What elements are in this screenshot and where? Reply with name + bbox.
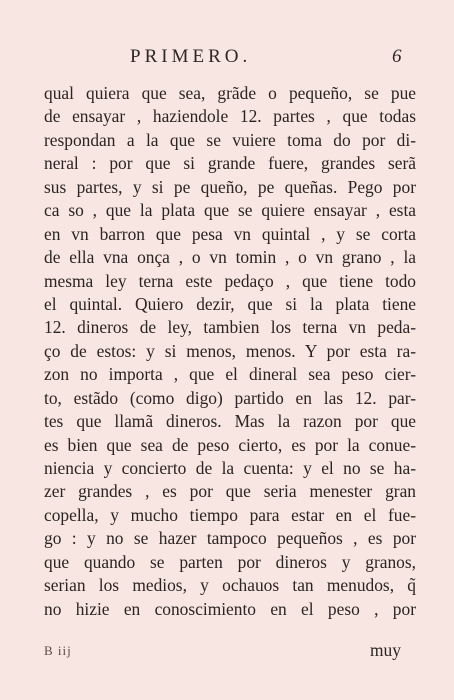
text-line: ca so , que la plata que se quiere ensayar , esta <box>44 200 416 221</box>
text-line: 12. dineros de ley, tambien los terna vn peda- <box>44 317 416 338</box>
text-line: zer grandes , es por que seria menester gran <box>44 481 416 502</box>
text-line: serian los medios, y ochauos tan menudos, q̃ <box>44 575 416 596</box>
text-line: no hizie en conoscimiento en el peso , por <box>44 598 416 619</box>
text-line: de ensayar , haziendole 12. partes , que todas <box>44 106 416 127</box>
text-line: de ella vna onça , o vn tomin , o vn grano , la <box>44 247 416 268</box>
text-line: es bien que sea de peso cierto, es por la conue- <box>44 434 416 455</box>
text-line: niencia y concierto de la cuenta: y el no se ha- <box>44 458 416 478</box>
signature-mark: B iij <box>44 643 72 658</box>
page-number: 6 <box>392 46 402 67</box>
text-line: ço de estos: y si menos, menos. Y por esta ra- <box>44 340 416 361</box>
text-line: qual quiera que sea, grãde o pequeño, se pue <box>44 83 416 103</box>
text-line: neral : por que si grande fuere, grandes serã <box>44 153 416 174</box>
text-line: sus partes, y si pe queño, pe queñas. Pego por <box>44 176 416 197</box>
catchword: muy <box>370 640 401 660</box>
text-line: respondan a la que se vuiere toma do por di- <box>44 129 416 150</box>
text-line: en vn barron que pesa vn quintal , y se corta <box>44 223 416 244</box>
text-line: el quintal. Quiero dezir, que si la plata tiene <box>44 293 416 314</box>
text-line: zon no importa , que el dineral sea peso cier- <box>44 364 416 385</box>
text-line: mesma ley terna este pedaço , que tiene todo <box>44 270 416 291</box>
text-line: copella, y mucho tiempo para estar en el fue- <box>44 504 416 525</box>
text-line: tes que llamã dineros. Mas la razon por que <box>44 411 416 432</box>
text-line: go : y no se hazer tampoco pequeños , es por <box>44 528 416 549</box>
running-title: PRIMERO. <box>130 46 252 67</box>
text-line: to, estãdo (como digo) partido en las 12. par- <box>44 387 416 408</box>
body-text <box>44 82 416 621</box>
text-line: que quando se parten por dineros y granos, <box>44 551 416 572</box>
